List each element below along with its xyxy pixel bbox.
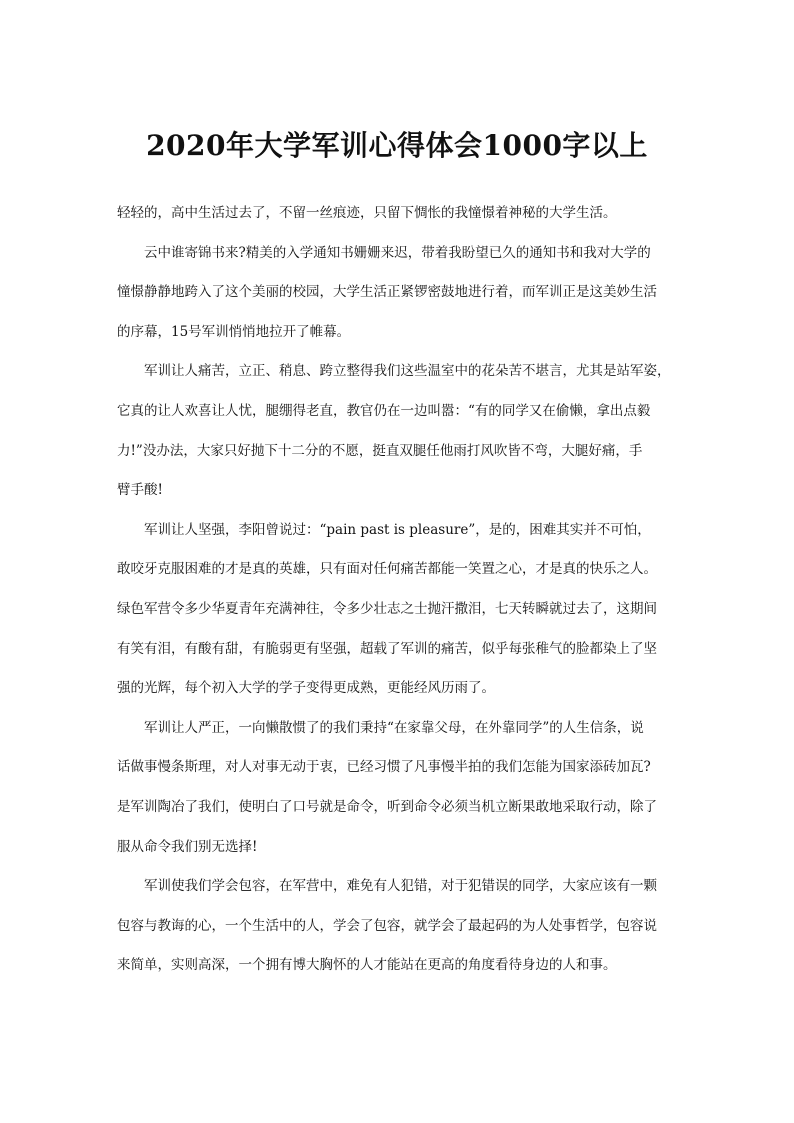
text-line: 服从命令我们别无选择! xyxy=(117,838,258,855)
text-line: 轻轻的，高中生活过去了，不留一丝痕迹，只留下惆怅的我憧憬着神秘的大学生活。 xyxy=(117,205,617,221)
text-line: 憧憬静静地跨入了这个美丽的校园，大学生活正紧锣密鼓地进行着，而军训正是这美妙生活 xyxy=(117,284,657,301)
text-line: 绿色军营令多少华夏青年充满神往，令多少壮志之士抛汗撒泪，七天转瞬就过去了，这期间 xyxy=(117,600,657,617)
document-title: 2020年大学军训心得体会1000字以上 xyxy=(146,129,648,162)
text-line: 是军训陶冶了我们，使明白了口号就是命令，听到命令必须当机立断果敢地采取行动，除了 xyxy=(117,798,657,815)
text-line: 它真的让人欢喜让人忧，腿绷得老直，教官仍在一边叫嚣：“有的同学又在偷懒，拿出点毅 xyxy=(117,402,651,419)
text-line: 军训让人坚强，李阳曾说过：“pain past is pleasure”，是的，困难其实并不可怕， xyxy=(144,521,651,538)
text-line: 云中谁寄锦书来?精美的入学通知书姗姗来迟，带着我盼望已久的通知书和我对大学的 xyxy=(144,244,651,261)
text-line: 强的光辉，每个初入大学的学子变得更成熟，更能经风历雨了。 xyxy=(117,680,495,697)
text-line: 臂手酸! xyxy=(117,482,163,499)
text-line: 的序幕，15号军训悄悄地拉开了帷幕。 xyxy=(117,323,351,340)
text-line: 包容与教诲的心，一个生活中的人，学会了包容，就学会了最起码的为人处事哲学，包容说 xyxy=(117,917,657,934)
text-line: 敢咬牙克服困难的才是真的英雄，只有面对任何痛苦都能一笑置之心，才是真的快乐之人。 xyxy=(117,561,657,578)
text-line: 军训让人严正，一向懒散惯了的我们秉持“在家靠父母，在外靠同学”的人生信条，说 xyxy=(144,719,644,736)
text-line: 力!”没办法，大家只好抛下十二分的不愿，挺直双腿任他雨打风吹皆不弯，大腿好痛，手 xyxy=(117,442,643,459)
document-body xyxy=(117,194,677,986)
text-line: 军训使我们学会包容，在军营中，难免有人犯错，对于犯错误的同学，大家应该有一颗 xyxy=(144,878,657,895)
text-line: 军训让人痛苦，立正、稍息、跨立整得我们这些温室中的花朵苦不堪言，尤其是站军姿， xyxy=(144,363,671,380)
text-line: 来简单，实则高深，一个拥有博大胸怀的人才能站在更高的角度看待身边的人和事。 xyxy=(117,957,617,974)
text-line: 话做事慢条斯理，对人对事无动于衷，已经习惯了凡事慢半拍的我们怎能为国家添砖加瓦? xyxy=(117,759,651,776)
text-line: 有笑有泪，有酸有甜，有脆弱更有坚强，超载了军训的痛苦，似乎每张稚气的脸都染上了坚 xyxy=(117,640,657,657)
